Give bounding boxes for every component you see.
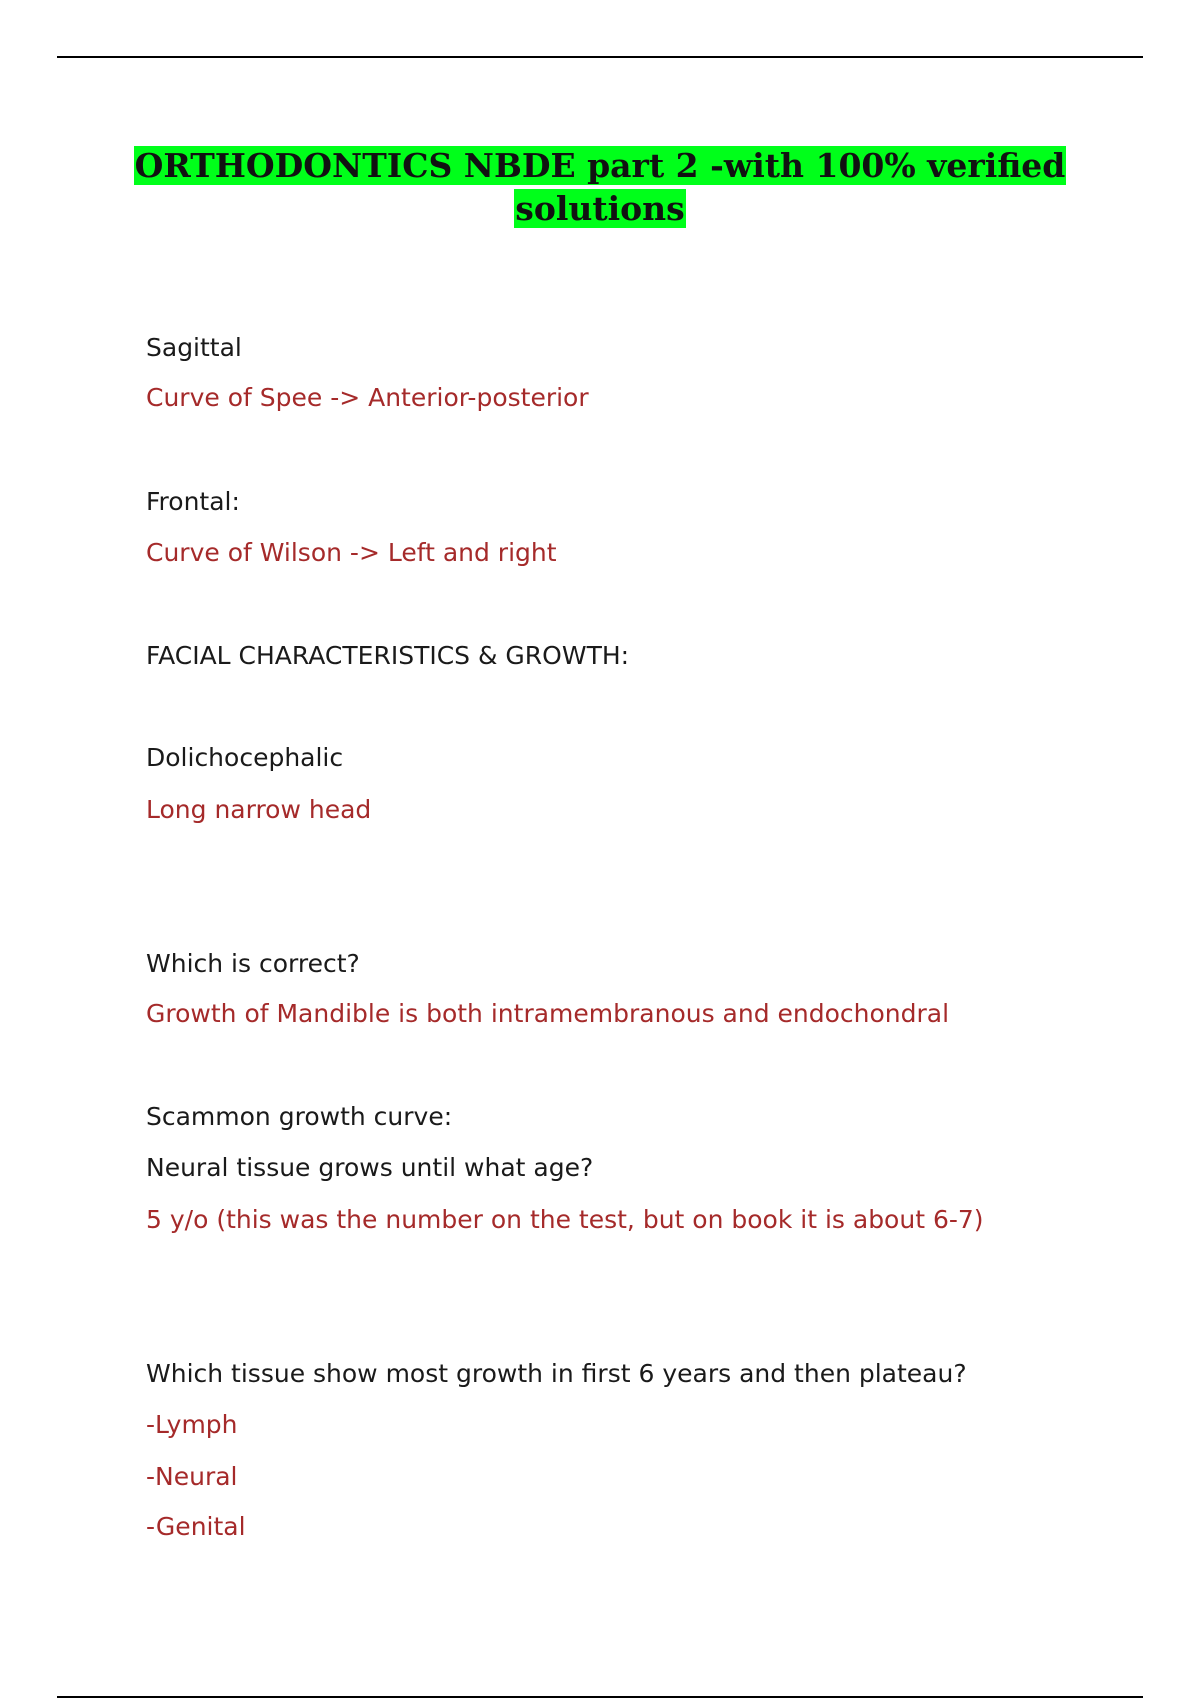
question-which-is-correct: Which is correct? <box>146 949 360 978</box>
section-heading-facial-growth: FACIAL CHARACTERISTICS & GROWTH: <box>146 641 630 670</box>
option-genital: -Genital <box>146 1512 246 1541</box>
document-title <box>0 144 1200 230</box>
title-line-2: solutions <box>515 189 685 228</box>
question-dolichocephalic: Dolichocephalic <box>146 743 344 772</box>
question-scammon-curve: Scammon growth curve: <box>146 1102 453 1131</box>
question-frontal: Frontal: <box>146 487 240 516</box>
answer-neural-age: 5 y/o (this was the number on the test, but on book it is about 6-7) <box>146 1205 984 1234</box>
answer-curve-of-spee: Curve of Spee -> Anterior-posterior <box>146 383 589 412</box>
top-rule <box>57 56 1143 58</box>
option-neural: -Neural <box>146 1462 238 1491</box>
question-tissue-most-growth: Which tissue show most growth in first 6 years and then plateau? <box>146 1359 967 1388</box>
question-neural-tissue-age: Neural tissue grows until what age? <box>146 1153 594 1182</box>
answer-long-narrow-head: Long narrow head <box>146 795 372 824</box>
bottom-rule <box>57 1696 1143 1698</box>
option-lymph: -Lymph <box>146 1410 238 1439</box>
answer-curve-of-wilson: Curve of Wilson -> Left and right <box>146 538 557 567</box>
title-line-1: ORTHODONTICS NBDE part 2 -with 100% verified <box>134 146 1066 185</box>
answer-mandible-growth: Growth of Mandible is both intramembranous and endochondral <box>146 999 950 1028</box>
question-sagittal: Sagittal <box>146 333 242 362</box>
